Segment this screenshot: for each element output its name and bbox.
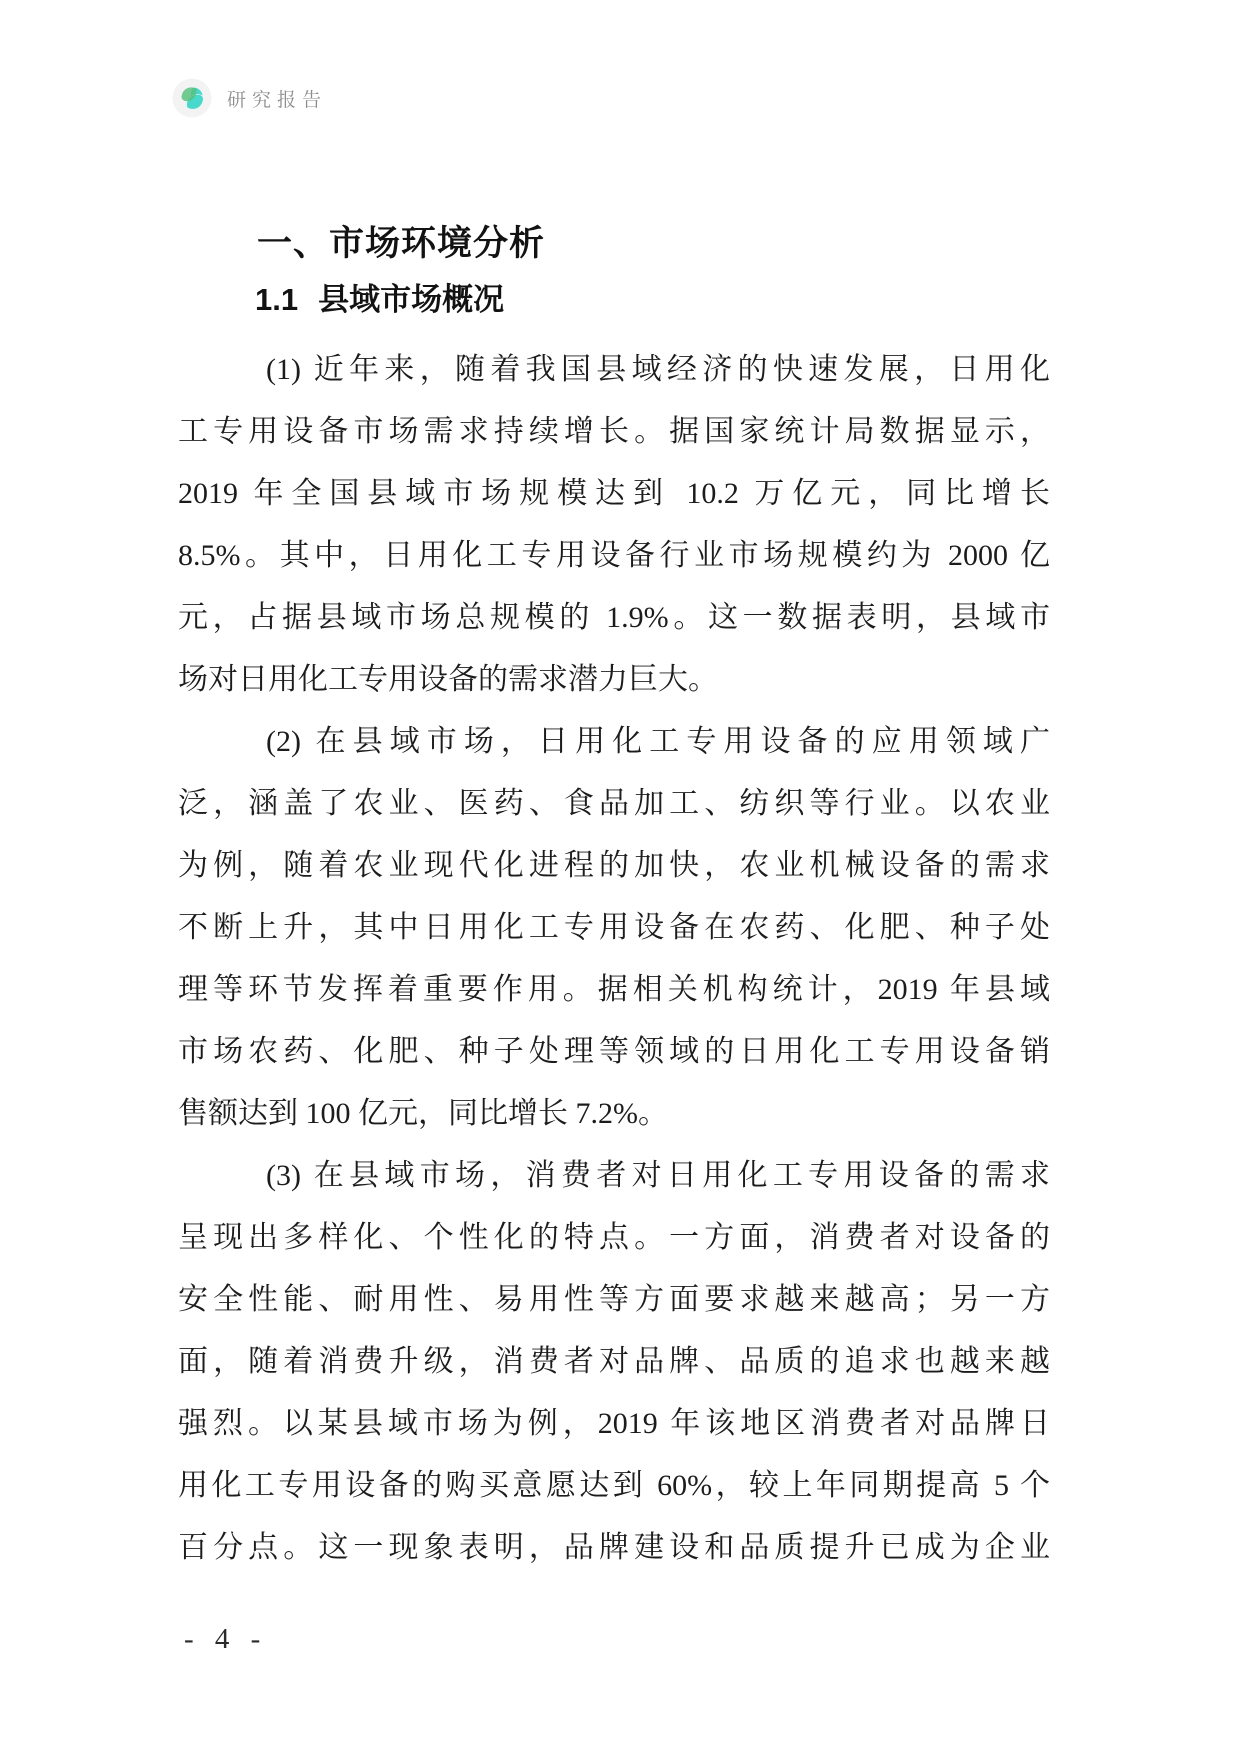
subsection-title: 县域市场概况	[318, 282, 505, 317]
paragraph-2-line: (2) 在县域市场，日用化工专用设备的应用领域广	[266, 725, 1050, 758]
paragraph-2-line: 理等环节发挥着重要作用。据相关机构统计，2019 年县域	[178, 973, 1050, 1006]
paragraph-3-line: 安全性能、耐用性、易用性等方面要求越来越高；另一方	[178, 1283, 1050, 1316]
page-footer	[184, 1621, 267, 1657]
paragraph-3-line: 用化工专用设备的购买意愿达到 60%，较上年同期提高 5 个	[178, 1469, 1050, 1502]
paragraph-1-line: (1) 近年来，随着我国县域经济的快速发展，日用化	[266, 353, 1050, 386]
paragraph-1-line: 工专用设备市场需求持续增长。据国家统计局数据显示，	[178, 415, 1050, 448]
subsection-number: 1.1	[255, 282, 299, 317]
paragraph-3-line: (3) 在县域市场，消费者对日用化工专用设备的需求	[266, 1159, 1050, 1192]
paragraph-1-line: 2019 年全国县域市场规模达到 10.2 万亿元，同比增长	[178, 477, 1050, 510]
brand-logo-icon	[172, 78, 212, 118]
paragraph-2-line: 售额达到 100 亿元，同比增长 7.2%。	[178, 1097, 668, 1130]
paragraph-2-line: 市场农药、化肥、种子处理等领域的日用化工专用设备销	[178, 1035, 1050, 1068]
paragraph-2-line: 泛，涵盖了农业、医药、食品加工、纺织等行业。以农业	[178, 787, 1050, 820]
page-number: - 4 -	[184, 1623, 268, 1655]
brand-text: 研究报告	[227, 89, 328, 111]
document-body	[178, 339, 1050, 1579]
report-brand-header	[172, 78, 327, 118]
paragraph-1-line: 元，占据县域市场总规模的 1.9%。这一数据表明，县域市	[178, 601, 1050, 634]
paragraph-1-line: 8.5%。其中，日用化工专用设备行业市场规模约为 2000 亿	[178, 539, 1050, 572]
paragraph-3-line: 百分点。这一现象表明，品牌建设和品质提升已成为企业	[178, 1531, 1050, 1564]
section-heading: 一、市场环境分析	[257, 224, 546, 263]
paragraph-2-line: 为例，随着农业现代化进程的加快，农业机械设备的需求	[178, 849, 1050, 882]
paragraph-2-line: 不断上升，其中日用化工专用设备在农药、化肥、种子处	[178, 911, 1050, 944]
paragraph-3-line: 面，随着消费升级，消费者对品牌、品质的追求也越来越	[178, 1345, 1050, 1378]
paragraph-3-line: 强烈。以某县域市场为例，2019 年该地区消费者对品牌日	[178, 1407, 1050, 1440]
subsection-heading	[255, 279, 504, 321]
paragraph-3-line: 呈现出多样化、个性化的特点。一方面，消费者对设备的	[178, 1221, 1050, 1254]
paragraph-1-line: 场对日用化工专用设备的需求潜力巨大。	[178, 663, 718, 696]
